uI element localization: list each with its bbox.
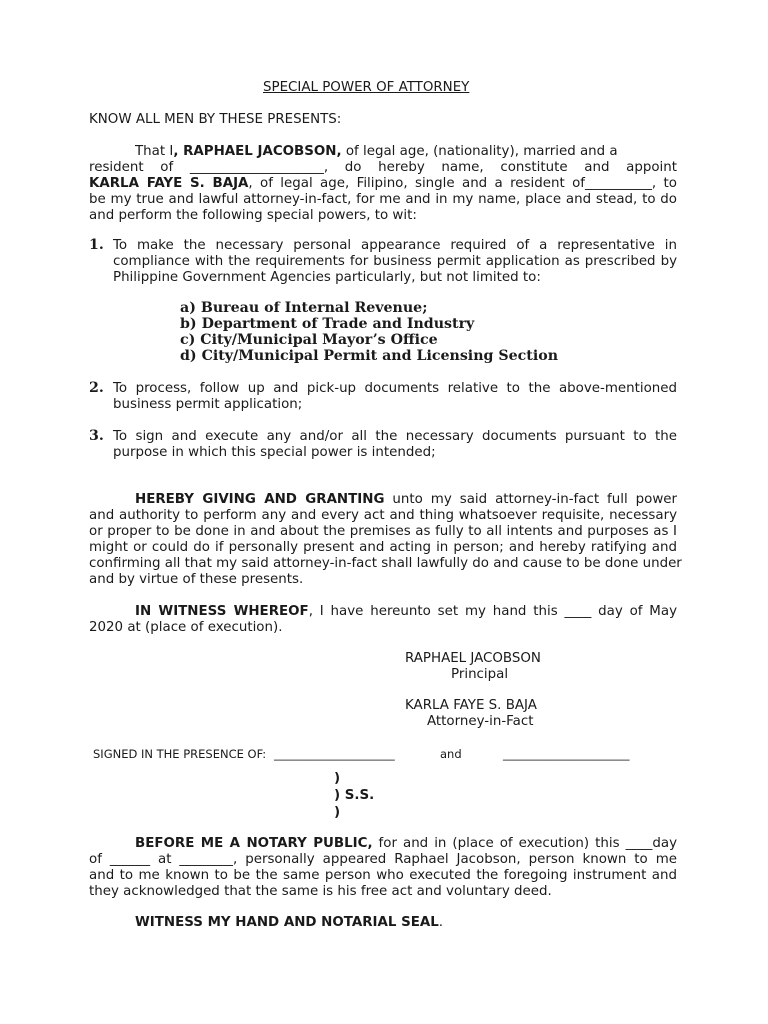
granting-line5: confirming all that my said attorney-in-fact shall lawfully do and cause to be done under: [89, 556, 682, 571]
granting-line1: HEREBY GIVING AND GRANTING unto my said attorney-in-fact full power: [135, 492, 678, 507]
para1-line1: That I, RAPHAEL JACOBSON, of legal age, (nationality), married and a: [135, 144, 618, 159]
ss-paren-top: ): [334, 771, 341, 786]
item3-number: 3.: [89, 428, 104, 444]
ss-paren-bottom: ): [334, 805, 341, 820]
document-title: SPECIAL POWER OF ATTORNEY: [263, 80, 470, 95]
item2-number: 2.: [89, 380, 104, 396]
granting-line4: might or could do if personally present and acting in person; and hereby ratifying and: [89, 540, 677, 555]
principal-name: RAPHAEL JACOBSON: [405, 651, 541, 666]
signed-presence-label: SIGNED IN THE PRESENCE OF:: [93, 747, 267, 761]
item1-line1: To make the necessary personal appearance required of a representative in: [113, 238, 677, 253]
witness-line2: 2020 at (place of execution).: [89, 620, 283, 635]
ss-label: ) S.S.: [334, 788, 375, 803]
item3-line1: To sign and execute any and/or all the necessary documents pursuant to the: [113, 429, 677, 444]
witness-signature-line-2: ______________________: [503, 747, 630, 761]
agency-item: d) City/Municipal Permit and Licensing Section: [180, 348, 559, 364]
notary-line3: and to me known to be the same person who executed the foregoing instrument and: [89, 868, 677, 883]
item3-line2: purpose in which this special power is intended;: [113, 445, 436, 460]
para1-line2: resident of ____________________, do hereby name, constitute and appoint: [89, 160, 677, 175]
item1-line2: compliance with the requirements for business permit application as prescribed by: [113, 254, 677, 269]
granting-line3: or proper to be done in and about the premises as fully to all intents and purposes as I: [89, 524, 677, 539]
notarial-seal-line: WITNESS MY HAND AND NOTARIAL SEAL.: [135, 915, 444, 930]
agency-item: a) Bureau of Internal Revenue;: [180, 300, 428, 316]
item1-line3: Philippine Government Agencies particularly, but not limited to:: [113, 270, 541, 285]
principal-role: Principal: [451, 667, 509, 682]
attorney-role: Attorney-in-Fact: [427, 714, 534, 729]
granting-line2: and authority to perform any and every act and thing whatsoever requisite, necessary: [89, 508, 677, 523]
para1-line5: and perform the following special powers, to wit:: [89, 208, 417, 223]
witness-line1: IN WITNESS WHEREOF, I have hereunto set my hand this ____ day of May: [135, 604, 677, 619]
signed-presence-and: and: [440, 747, 462, 761]
notary-line4: they acknowledged that the same is his free act and voluntary deed.: [89, 884, 552, 899]
opening-line: KNOW ALL MEN BY THESE PRESENTS:: [89, 112, 342, 127]
para1-line4: be my true and lawful attorney-in-fact, for me and in my name, place and stead, to do: [89, 192, 677, 207]
witness-signature-line-1: _____________________: [274, 747, 395, 761]
attorney-name-inline: KARLA FAYE S. BAJA: [89, 176, 249, 191]
agency-item: c) City/Municipal Mayor’s Office: [180, 332, 438, 348]
agency-item: b) Department of Trade and Industry: [180, 316, 475, 332]
item2-line1: To process, follow up and pick-up documents relative to the above-mentioned: [113, 381, 677, 396]
item1-number: 1.: [89, 237, 104, 253]
attorney-name: KARLA FAYE S. BAJA: [405, 698, 537, 713]
principal-name-inline: , RAPHAEL JACOBSON,: [173, 144, 342, 159]
notary-line2: of ______ at ________, personally appeared Raphael Jacobson, person known to me: [89, 852, 677, 867]
notary-line1: BEFORE ME A NOTARY PUBLIC, for and in (place of execution) this ____day: [135, 836, 677, 851]
item2-line2: business permit application;: [113, 397, 303, 412]
para1-line3: KARLA FAYE S. BAJA, of legal age, Filipino, single and a resident of__________, to: [89, 176, 677, 191]
granting-line6: and by virtue of these presents.: [89, 572, 304, 587]
